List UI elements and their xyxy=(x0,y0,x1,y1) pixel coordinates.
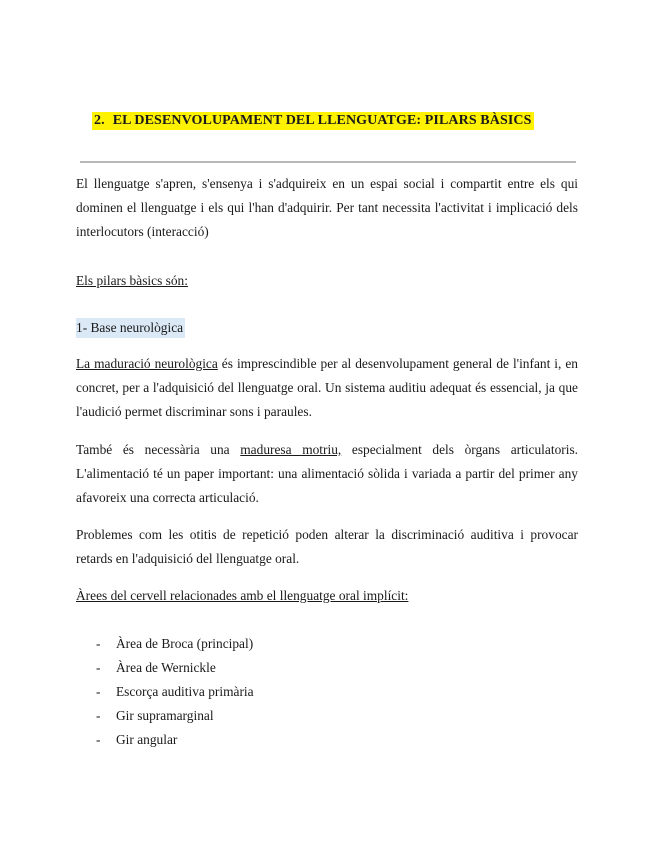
list-item xyxy=(76,656,254,680)
neuro-maturation-term: La maduració neurològica xyxy=(76,356,218,371)
list-item-text: Gir angular xyxy=(116,732,178,747)
list-dash: - xyxy=(96,660,101,675)
otitis-paragraph: Problemes com les otitis de repetició poden alterar la discriminació auditiva i provocar retards en l'adquisició del llenguatge oral. xyxy=(76,527,578,566)
pillars-heading: Els pilars bàsics són: xyxy=(76,273,188,288)
neuro-maturation-paragraph xyxy=(76,352,578,424)
brain-areas-heading: Àrees del cervell relacionades amb el llenguatge oral implícit: xyxy=(76,588,409,603)
motor-maturity-paragraph xyxy=(76,438,578,510)
brain-areas-list xyxy=(76,632,254,752)
list-dash: - xyxy=(96,684,101,699)
heading-number: 2. xyxy=(94,113,105,128)
list-item xyxy=(76,728,254,752)
list-item xyxy=(76,704,254,728)
list-dash: - xyxy=(96,732,101,747)
list-dash: - xyxy=(96,708,101,723)
motor-maturity-term: maduresa motriu, xyxy=(240,442,342,457)
list-item-text: Àrea de Wernickle xyxy=(116,660,216,675)
list-item-text: Àrea de Broca (principal) xyxy=(116,636,254,651)
section-heading xyxy=(92,112,534,130)
list-dash: - xyxy=(96,636,101,651)
heading-title: EL DESENVOLUPAMENT DEL LLENGUATGE: PILARS BÀSICS xyxy=(112,113,532,128)
list-item xyxy=(76,680,254,704)
section-1-label: 1- Base neurològica xyxy=(76,318,185,338)
neuro-maturation-text: és imprescindible per al desenvolupament general de l'infant i, en concret, per a l'adquisició del llenguatge oral. Un sistema auditiu adequat és essencial, ja que l'audició permet discriminar sons i paraules. xyxy=(76,356,578,419)
horizontal-rule xyxy=(80,161,576,163)
list-item-text: Escorça auditiva primària xyxy=(116,684,254,699)
motor-maturity-after: especialment dels òrgans articulatoris. L'alimentació té un paper important: una alimentació sòlida i variada a partir del primer any afavoreix una correcta articulació. xyxy=(76,442,578,505)
list-item xyxy=(76,632,254,656)
motor-maturity-before: També és necessària una xyxy=(76,442,241,457)
list-item-text: Gir supramarginal xyxy=(116,708,214,723)
intro-paragraph: El llenguatge s'apren, s'ensenya i s'adquireix en un espai social i compartit entre els qui dominen el llenguatge i els qui l'han d'adquirir. Per tant necessita l'activitat i implicació dels interlocutors (interacció) xyxy=(76,176,578,239)
